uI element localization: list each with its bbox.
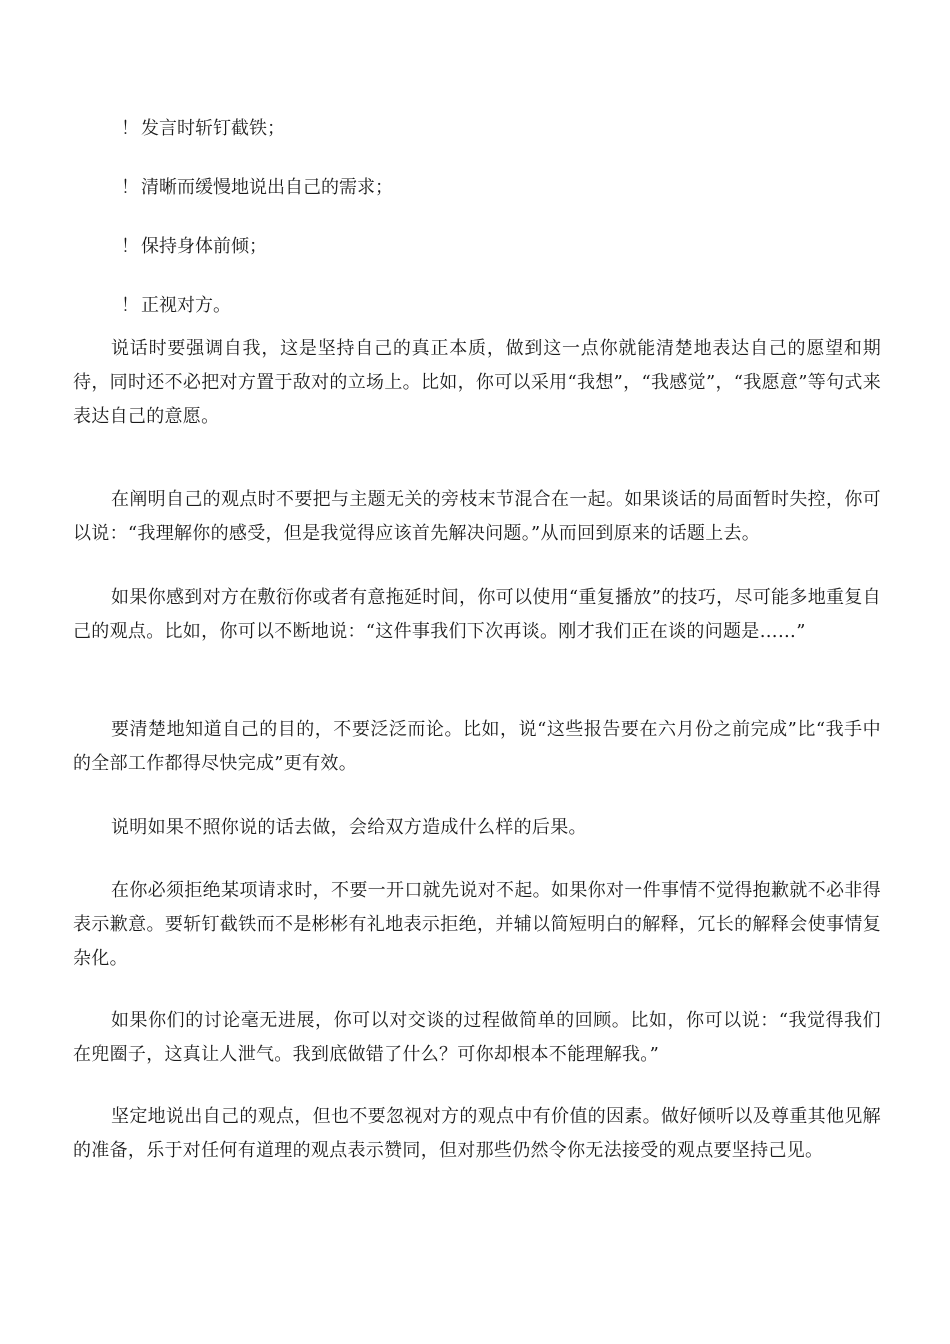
paragraph: 坚定地说出自己的观点，但也不要忽视对方的观点中有价值的因素。做好倾听以及尊重其他见解的准备，乐于对任何有道理的观点表示赞同，但对那些仍然令你无法接受的观点要坚持己见。 [73,1106,881,1161]
bullet-text: 保持身体前倾； [141,236,267,257]
exclamation-bullet-icon: ！ [121,118,139,139]
bullet-text: 发言时斩钉截铁； [141,118,285,139]
bullet-text: 清晰而缓慢地说出自己的需求； [141,177,393,198]
bullet-text: 正视对方。 [141,295,231,316]
paragraph: 说明如果不照你说的话去做，会给双方造成什么样的后果。 [111,817,587,838]
bullet-item [121,294,231,318]
bullet-item [121,117,285,141]
paragraph: 在你必须拒绝某项请求时，不要一开口就先说对不起。如果你对一件事情不觉得抱歉就不必非得表示歉意。要斩钉截铁而不是彬彬有礼地表示拒绝，并辅以简短明白的解释，冗长的解释会使事情复杂化。 [73,880,881,969]
bullet-item [121,176,393,200]
exclamation-bullet-icon: ！ [121,295,139,316]
paragraph: 在阐明自己的观点时不要把与主题无关的旁枝末节混合在一起。如果谈话的局面暂时失控，你可以说：“我理解你的感受，但是我觉得应该首先解决问题。”从而回到原来的话题上去。 [73,489,881,544]
bullet-item [121,235,267,259]
paragraph: 如果你们的讨论毫无进展，你可以对交谈的过程做简单的回顾。比如，你可以说：“我觉得我们在兜圈子，这真让人泄气。我到底做错了什么？可你却根本不能理解我。” [73,1010,881,1065]
paragraph: 要清楚地知道自己的目的，不要泛泛而论。比如，说“这些报告要在六月份之前完成”比“我手中的全部工作都得尽快完成”更有效。 [73,719,881,774]
paragraph: 说话时要强调自我，这是坚持自己的真正本质，做到这一点你就能清楚地表达自己的愿望和期待，同时还不必把对方置于敌对的立场上。比如，你可以采用“我想”，“我感觉”，“我愿意”等句式来表达自己的意愿。 [73,338,881,427]
exclamation-bullet-icon: ！ [121,236,139,257]
exclamation-bullet-icon: ！ [121,177,139,198]
paragraph: 如果你感到对方在敷衍你或者有意拖延时间，你可以使用“重复播放”的技巧，尽可能多地重复自己的观点。比如，你可以不断地说：“这件事我们下次再谈。刚才我们正在谈的问题是……” [73,587,881,642]
